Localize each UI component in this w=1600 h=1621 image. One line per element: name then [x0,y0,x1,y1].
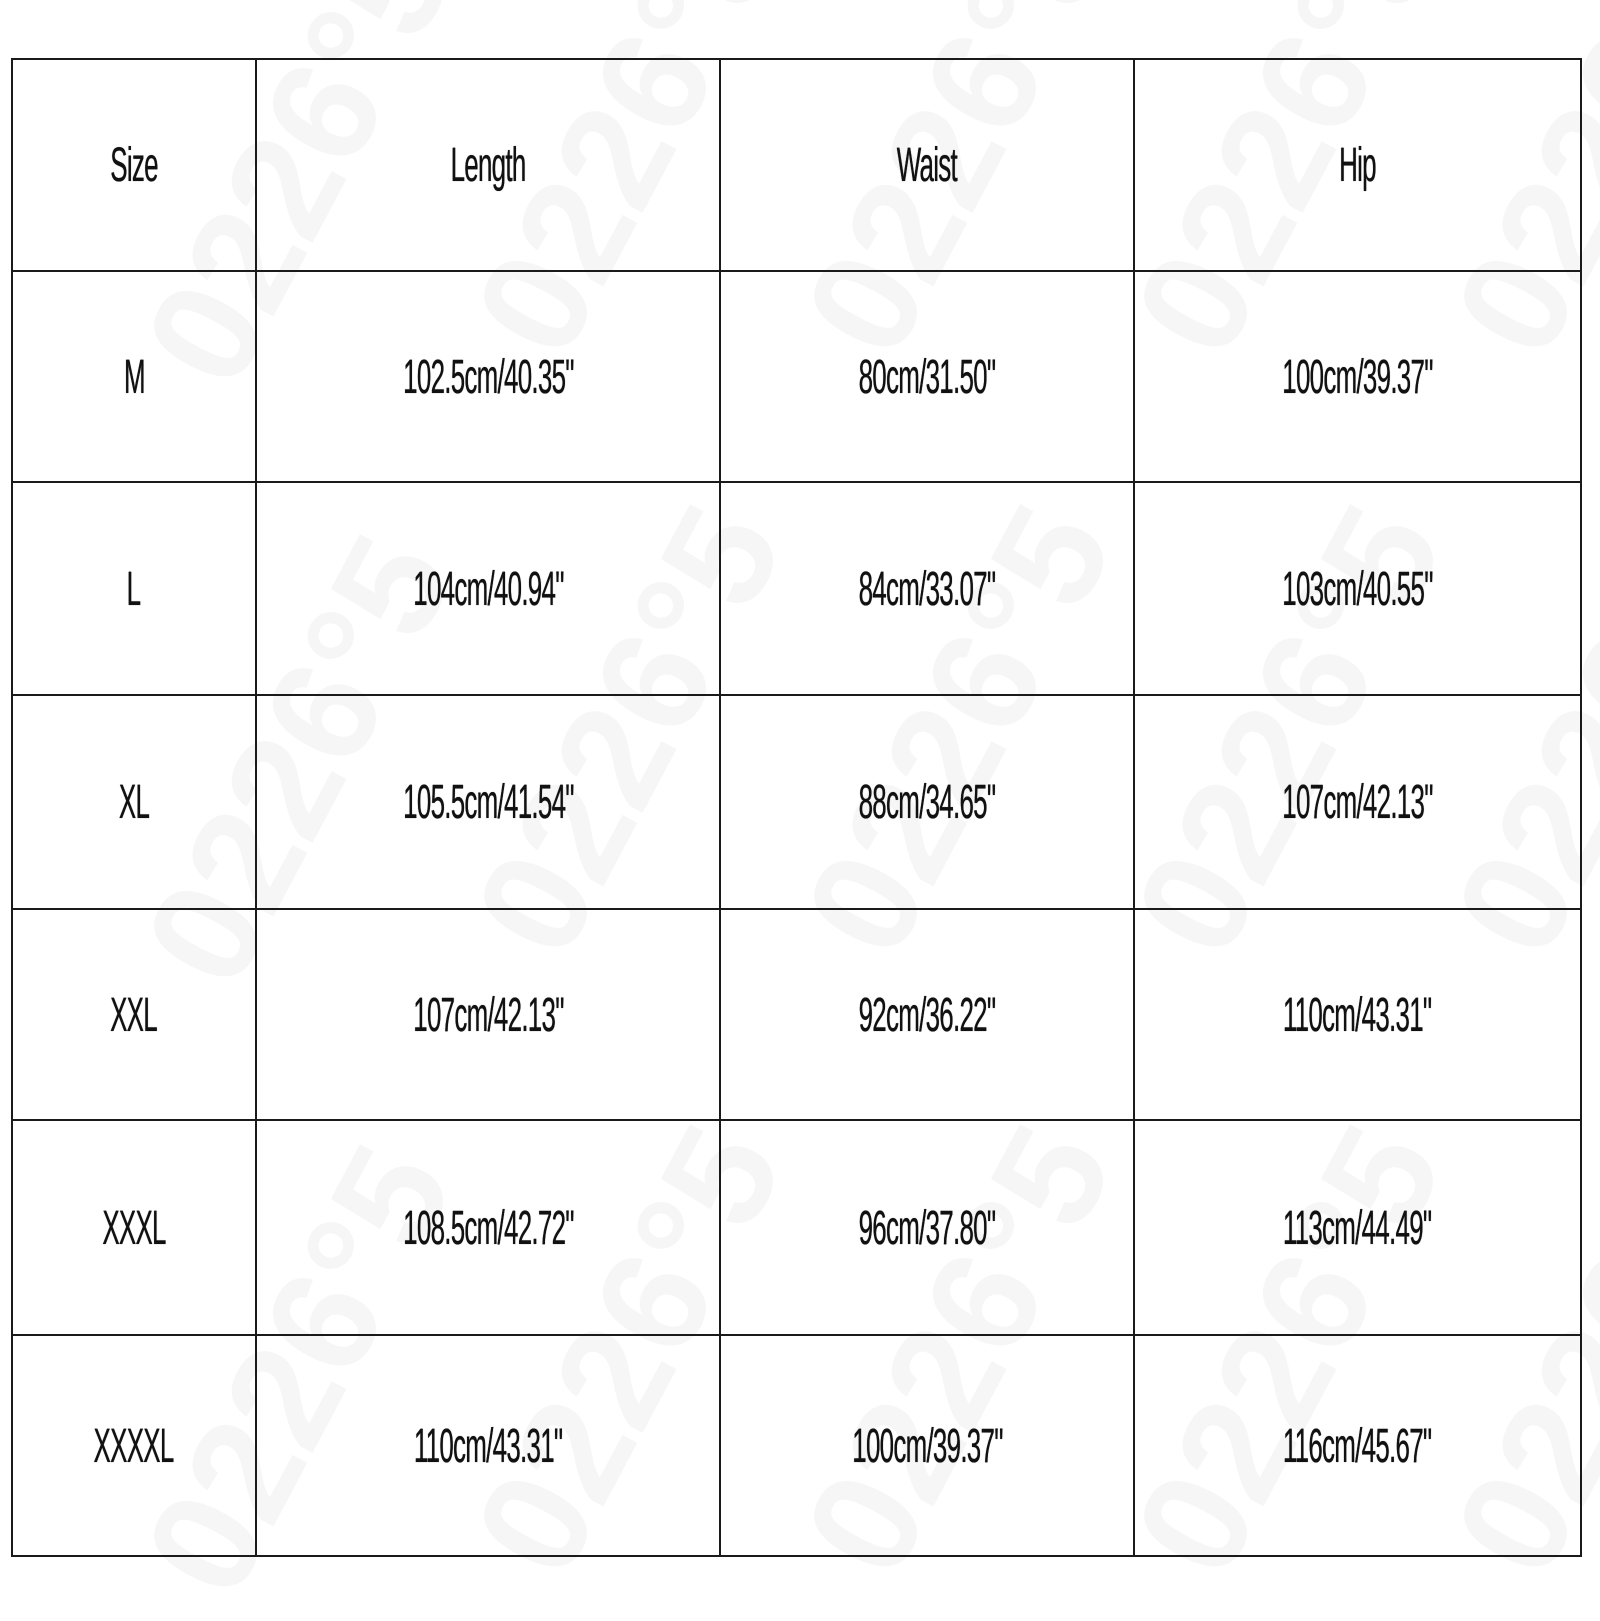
header-cell-length [256,59,720,271]
waist-cell [720,909,1134,1120]
waist-cell [720,1120,1134,1335]
hip-value: 107cm/42.13" [1282,773,1433,829]
table-row [12,695,1581,909]
header-cell-waist [720,59,1134,271]
length-value: 102.5cm/40.35" [402,348,574,404]
length-cell [256,695,720,909]
size-value: XXXL [102,1199,166,1255]
waist-value: 84cm/33.07" [858,560,996,616]
hip-cell [1134,482,1581,695]
size-value: XXXXL [94,1417,174,1473]
table-header-row [12,59,1581,271]
waist-cell [720,695,1134,909]
length-value: 105.5cm/41.54" [402,773,574,829]
size-chart-table [11,58,1582,1557]
size-cell [12,695,256,909]
size-cell [12,909,256,1120]
hip-value: 113cm/44.49" [1283,1199,1432,1255]
waist-cell [720,1335,1134,1556]
waist-value: 80cm/31.50" [858,348,996,404]
hip-value: 103cm/40.55" [1282,560,1433,616]
table-row [12,909,1581,1120]
length-cell [256,1335,720,1556]
length-value: 107cm/42.13" [412,986,564,1042]
size-value: L [127,560,141,616]
size-cell [12,1120,256,1335]
size-value: XXL [110,986,158,1042]
header-length: Length [450,136,526,192]
length-value: 108.5cm/42.72" [402,1199,574,1255]
header-cell-hip [1134,59,1581,271]
length-cell [256,1120,720,1335]
header-cell-size [12,59,256,271]
waist-cell [720,271,1134,482]
table-row [12,1335,1581,1556]
table-row [12,271,1581,482]
hip-value: 116cm/45.67" [1283,1417,1432,1473]
hip-cell [1134,1120,1581,1335]
waist-value: 100cm/39.37" [851,1417,1003,1473]
waist-value: 92cm/36.22" [858,986,996,1042]
header-hip: Hip [1339,136,1376,192]
size-cell [12,482,256,695]
table-row [12,1120,1581,1335]
hip-cell [1134,695,1581,909]
hip-cell [1134,1335,1581,1556]
waist-value: 96cm/37.80" [858,1199,996,1255]
waist-value: 88cm/34.65" [858,773,996,829]
size-cell [12,271,256,482]
hip-cell [1134,909,1581,1120]
table-row [12,482,1581,695]
size-value: M [123,348,145,404]
hip-value: 110cm/43.31" [1283,986,1432,1042]
length-value: 104cm/40.94" [412,560,564,616]
length-cell [256,271,720,482]
header-size: Size [110,136,158,192]
length-value: 110cm/43.31" [413,1417,563,1473]
size-cell [12,1335,256,1556]
header-waist: Waist [896,136,958,192]
hip-value: 100cm/39.37" [1282,348,1433,404]
length-cell [256,909,720,1120]
length-cell [256,482,720,695]
size-value: XL [118,773,150,829]
waist-cell [720,482,1134,695]
hip-cell [1134,271,1581,482]
